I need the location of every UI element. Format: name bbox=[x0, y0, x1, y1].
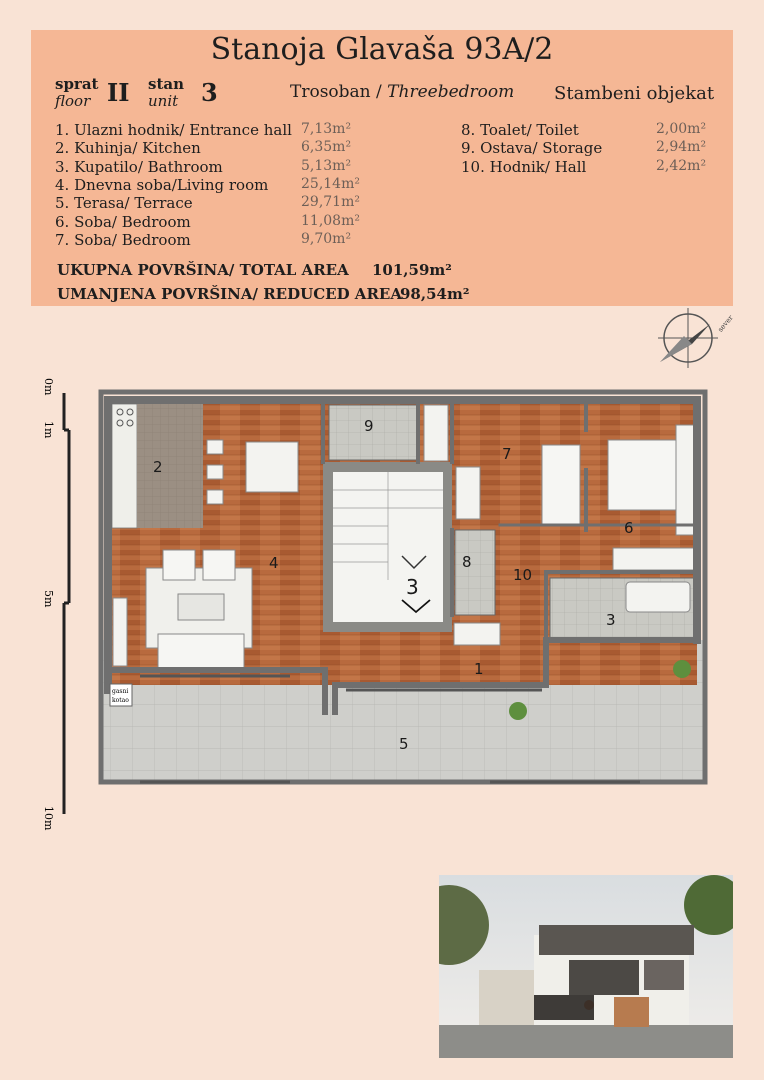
gas-label-1: gasni bbox=[112, 688, 129, 695]
scale-5m: 5m bbox=[42, 590, 55, 608]
left-room-area: 9,70m² bbox=[301, 230, 352, 247]
stair-unit-number: 3 bbox=[406, 575, 419, 599]
room-number-6: 6 bbox=[624, 519, 634, 537]
floor-value: II bbox=[107, 78, 130, 107]
room-number-7: 7 bbox=[502, 445, 512, 463]
left-room-area: 5,13m² bbox=[301, 157, 352, 174]
left-room-name: 3. Kupatilo/ Bathroom bbox=[55, 157, 223, 176]
room-number-5: 5 bbox=[399, 735, 409, 753]
left-room-name: 5. Terasa/ Terrace bbox=[55, 194, 193, 213]
room-number-2: 2 bbox=[153, 458, 163, 476]
left-room-name: 2. Kuhinja/ Kitchen bbox=[55, 139, 201, 158]
left-room-name: 6. Soba/ Bedroom bbox=[55, 212, 191, 231]
room-number-8: 8 bbox=[462, 553, 472, 571]
scale-0m: 0m bbox=[42, 378, 55, 396]
gas-label-2: kotao bbox=[112, 697, 129, 704]
left-room-area: 25,14m² bbox=[301, 175, 360, 192]
floor-label: sprat bbox=[55, 75, 99, 93]
scale-1m: 1m bbox=[42, 421, 55, 439]
apartment-type: Trosoban / Threebedroom bbox=[290, 82, 515, 102]
total-area-value: 101,59m² bbox=[372, 261, 452, 279]
right-room-area: 2,42m² bbox=[656, 157, 707, 174]
scale-bar bbox=[64, 393, 69, 814]
room-number-1: 1 bbox=[474, 660, 484, 678]
total-area-label: UKUPNA POVRŠINA/ TOTAL AREA bbox=[57, 261, 349, 279]
room-number-4: 4 bbox=[269, 554, 279, 572]
building-type: Stambeni objekat bbox=[554, 83, 715, 104]
room-number-10: 10 bbox=[513, 566, 533, 584]
unit-label-en: unit bbox=[148, 92, 179, 110]
reduced-area-label: UMANJENA POVRŠINA/ REDUCED AREA bbox=[57, 285, 402, 303]
left-room-area: 7,13m² bbox=[301, 121, 352, 137]
left-room-name: 1. Ulazni hodnik/ Entrance hall bbox=[55, 121, 292, 139]
right-room-name: 8. Toalet/ Toilet bbox=[461, 121, 579, 139]
left-room-name: 7. Soba/ Bedroom bbox=[55, 230, 191, 249]
scale-10m: 10m bbox=[42, 806, 55, 831]
left-room-area: 6,35m² bbox=[301, 139, 352, 156]
right-room-area: 2,94m² bbox=[656, 139, 707, 156]
left-room-area: 11,08m² bbox=[301, 212, 360, 229]
compass-label: sever bbox=[716, 313, 735, 334]
left-room-name: 4. Dnevna soba/Living room bbox=[55, 175, 269, 194]
unit-label: stan bbox=[148, 75, 184, 93]
room-number-9: 9 bbox=[364, 417, 374, 435]
left-room-area: 29,71m² bbox=[301, 194, 360, 211]
floor-label-en: floor bbox=[55, 92, 91, 110]
unit-value: 3 bbox=[201, 78, 218, 107]
right-room-area: 2,00m² bbox=[656, 121, 707, 137]
right-room-name: 9. Ostava/ Storage bbox=[461, 139, 603, 158]
reduced-area-value: 98,54m² bbox=[400, 285, 470, 303]
page-title: Stanoja Glavaša 93A/2 bbox=[210, 32, 554, 67]
right-room-name: 10. Hodnik/ Hall bbox=[461, 157, 587, 176]
building-render-image bbox=[439, 875, 733, 1058]
room-number-3: 3 bbox=[606, 611, 616, 629]
